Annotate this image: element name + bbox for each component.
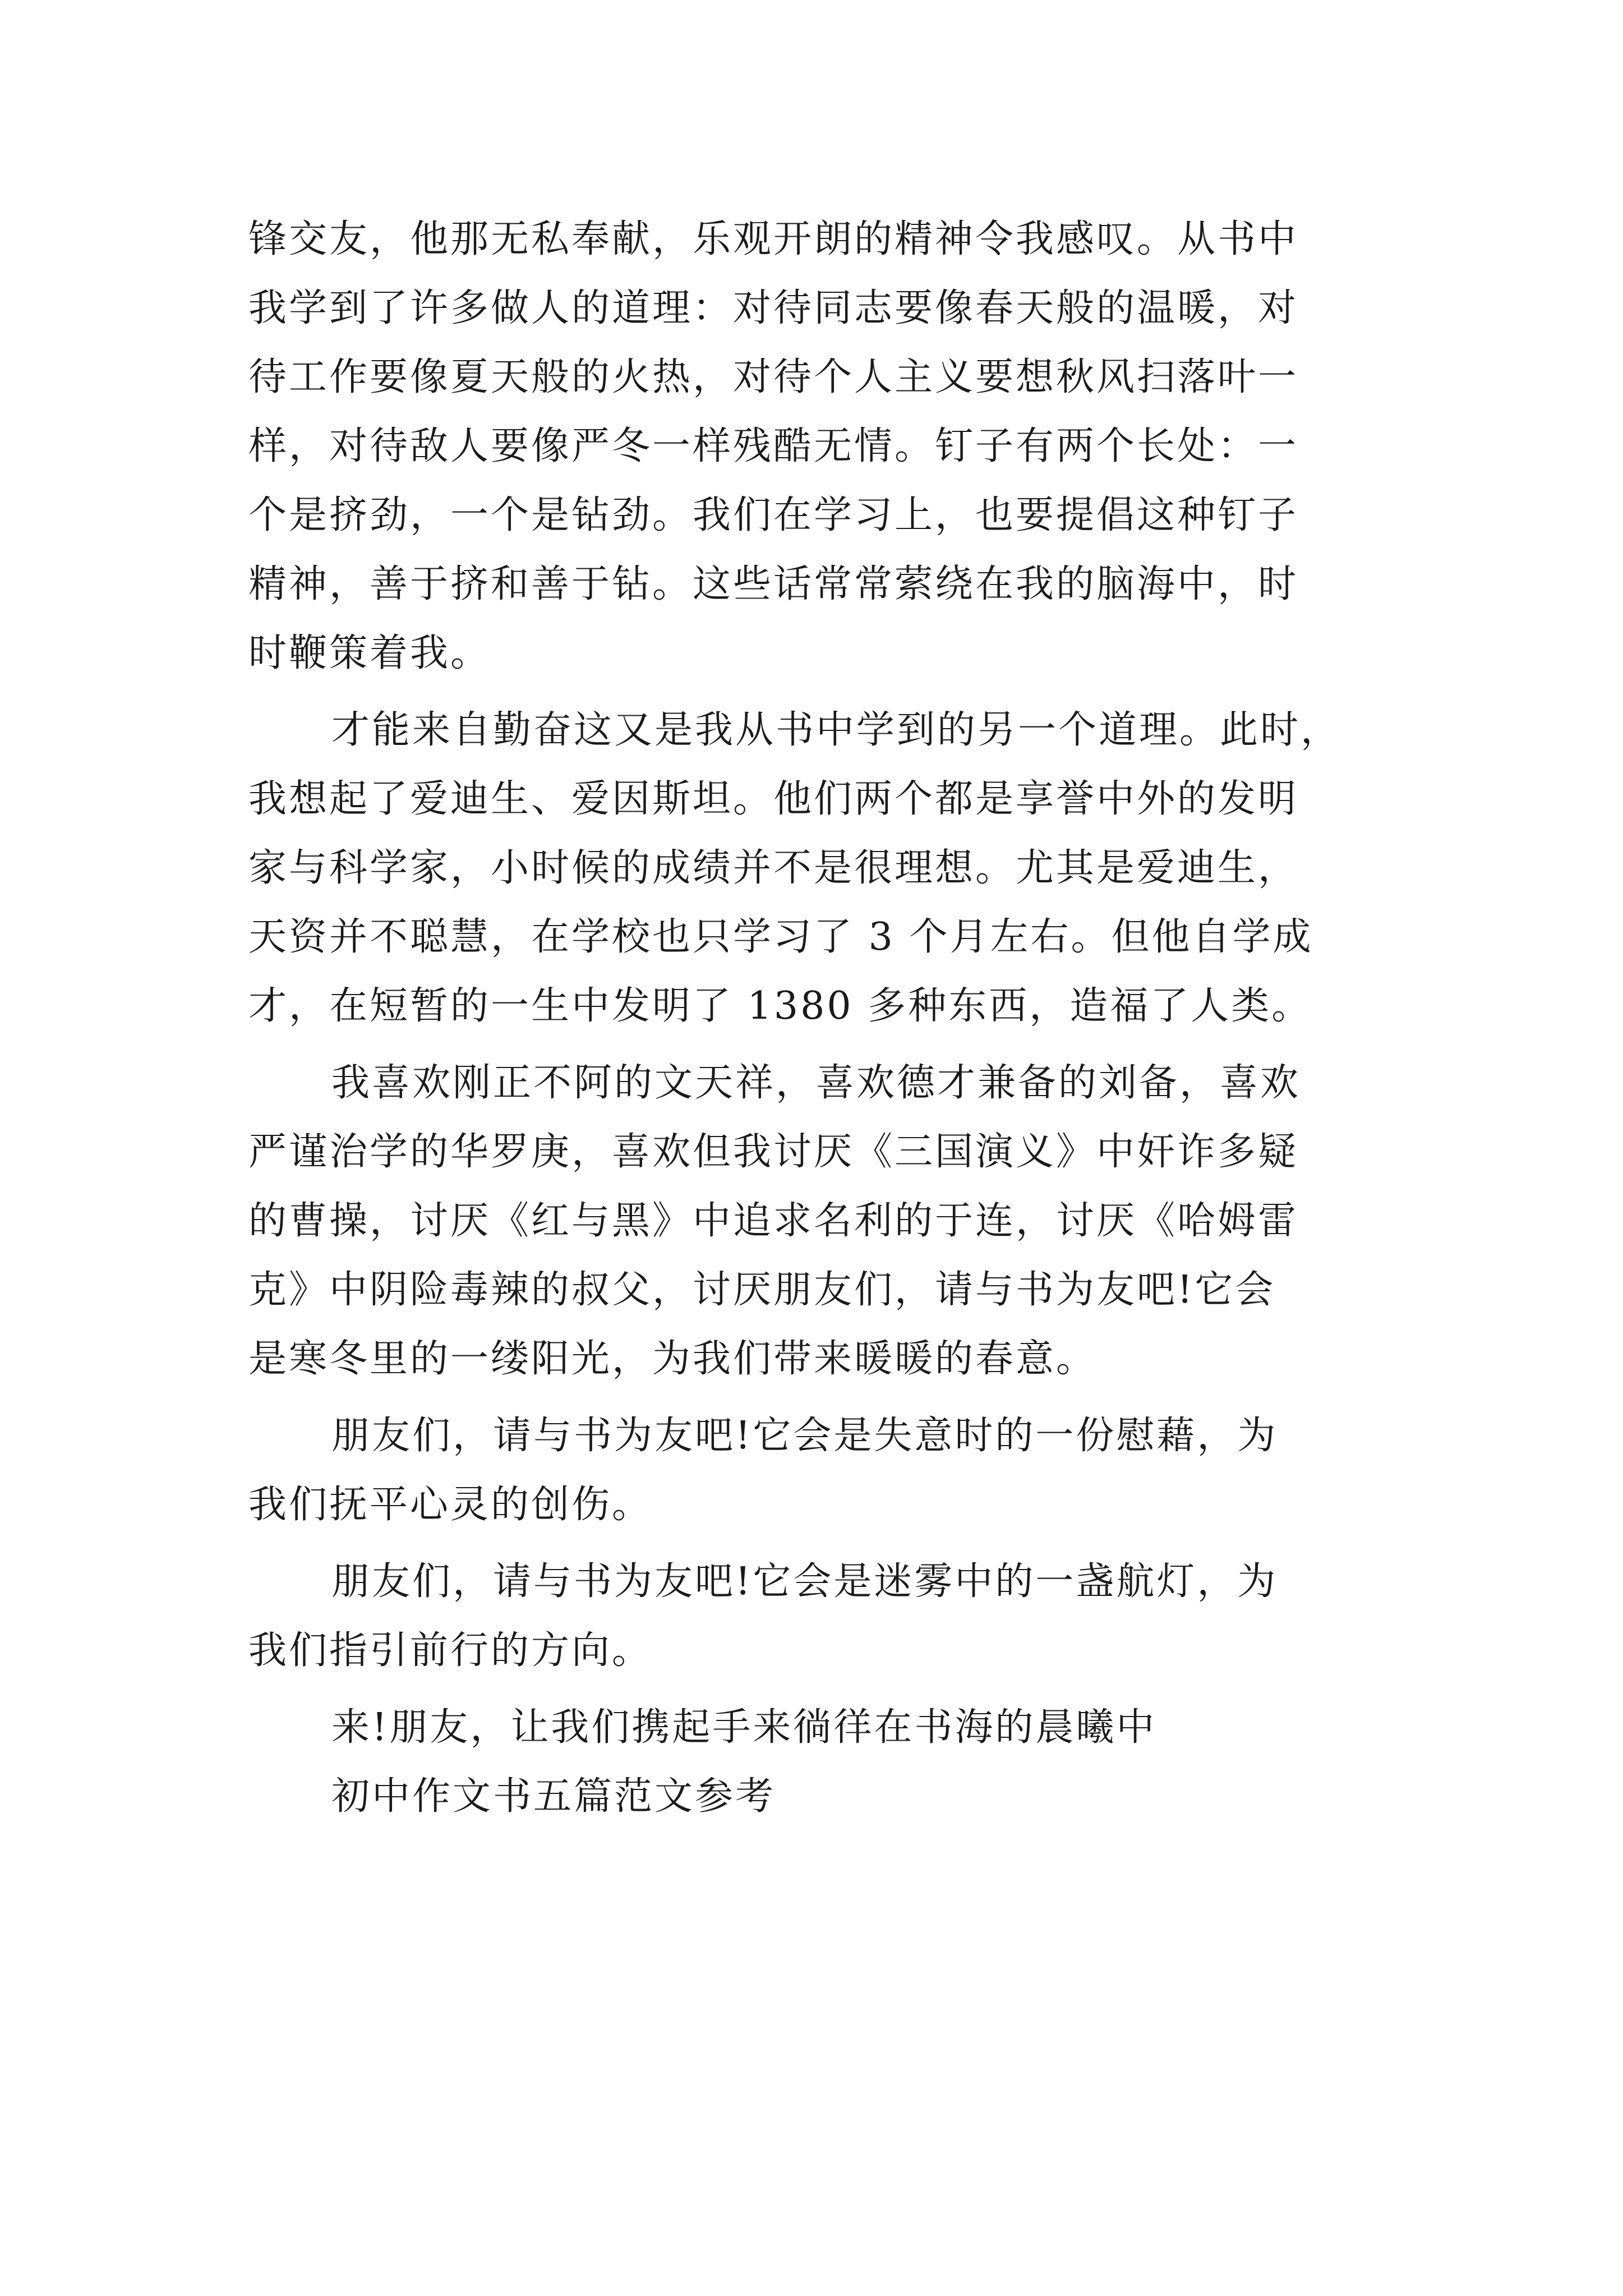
text-line-21: 我们指引前行的方向。 [248, 1628, 653, 1673]
text-line-6: 精神，善于挤和善于钻。这些话常常萦绕在我的脑海中，时 [248, 562, 1299, 606]
text-line-19: 我们抚平心灵的创伤。 [248, 1483, 653, 1527]
document-body [248, 205, 1398, 1831]
text-line-22: 来!朋友，让我们携起手来徜徉在书海的晨曦中 [331, 1705, 1157, 1750]
text-line-17: 是寒冬里的一缕阳光，为我们带来暖暖的春意。 [248, 1337, 1097, 1381]
text-line-5: 个是挤劲，一个是钻劲。我们在学习上，也要提倡这种钉子 [248, 493, 1299, 537]
text-line-16: 克》中阴险毒辣的叔父，讨厌朋友们，请与书为友吧!它会 [248, 1268, 1276, 1312]
text-line-12: 才，在短暂的一生中发明了 1380 多种东西，造福了人类。 [248, 984, 1312, 1028]
text-line-18: 朋友们，请与书为友吧!它会是失意时的一份慰藉，为 [331, 1414, 1278, 1458]
text-line-11: 天资并不聪慧，在学校也只学习了 3 个月左右。但他自学成 [248, 915, 1313, 959]
text-line-15: 的曹操，讨厌《红与黑》中追求名利的于连，讨厌《哈姆雷 [248, 1199, 1299, 1243]
text-line-3: 待工作要像夏天般的火热，对待个人主义要想秋风扫落叶一 [248, 355, 1299, 399]
text-line-4: 样，对待敌人要像严冬一样残酷无情。钉子有两个长处：一 [248, 424, 1299, 468]
text-line-1: 锋交友，他那无私奉献，乐观开朗的精神令我感叹。从书中 [248, 217, 1299, 261]
text-line-2: 我学到了许多做人的道理：对待同志要像春天般的温暖，对 [248, 286, 1299, 330]
text-line-7: 时鞭策着我。 [248, 631, 491, 675]
text-line-20: 朋友们，请与书为友吧!它会是迷雾中的一盏航灯，为 [331, 1559, 1278, 1604]
text-line-14: 严谨治学的华罗庚，喜欢但我讨厌《三国演义》中奸诈多疑 [248, 1130, 1299, 1174]
text-line-23: 初中作文书五篇范文参考 [331, 1774, 776, 1819]
text-line-10: 家与科学家，小时候的成绩并不是很理想。尤其是爱迪生， [248, 846, 1299, 890]
text-line-8: 才能来自勤奋这又是我从书中学到的另一个道理。此时， [331, 708, 1341, 752]
text-line-9: 我想起了爱迪生、爱因斯坦。他们两个都是享誉中外的发明 [248, 777, 1299, 821]
text-line-13: 我喜欢刚正不阿的文天祥，喜欢德才兼备的刘备，喜欢 [331, 1061, 1301, 1105]
